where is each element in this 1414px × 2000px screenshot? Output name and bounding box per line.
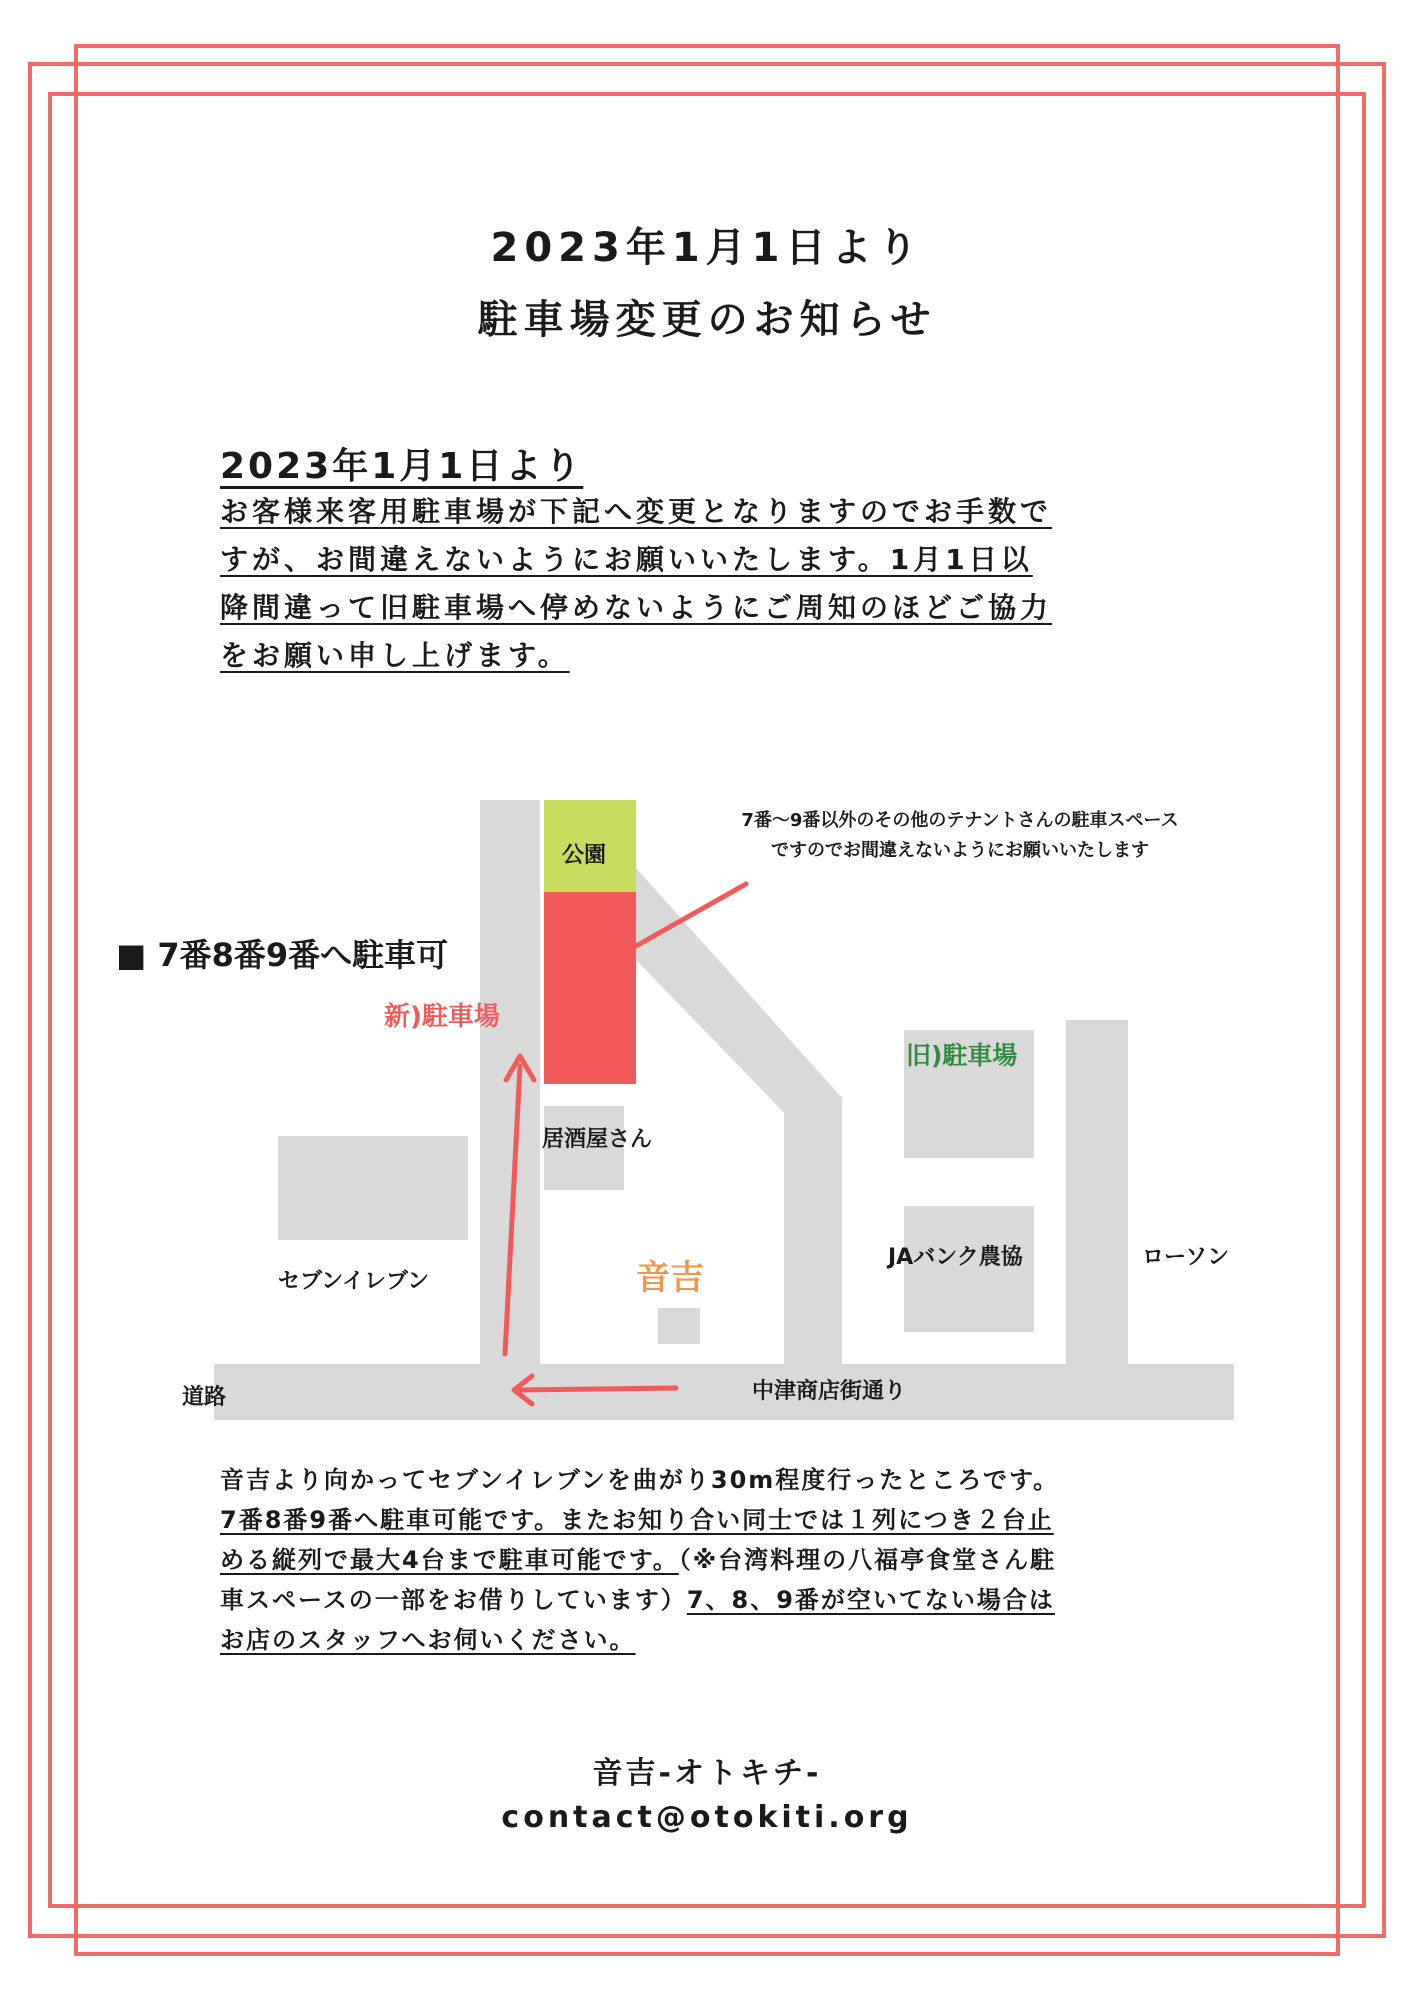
old-parking-label: 旧)駐車場 [906, 1041, 1018, 1070]
footer-name: 音吉-オトキチ- [592, 1756, 822, 1791]
izakaya-label: 居酒屋さん [542, 1127, 653, 1152]
shopping-street-label: 中津商店街通り [752, 1379, 907, 1404]
directions-line: 7、8、9番が空いてない場合は [686, 1586, 1055, 1614]
notice-line: をお願い申し上げます。 [220, 639, 570, 672]
notice-line: お客様来客用駐車場が下記へ変更となりますのでお手数で [220, 495, 1053, 528]
parking-legend: ■ 7番8番9番へ駐車可 [116, 936, 449, 974]
directions-line: 車スペースの一部をお借りしています） [220, 1586, 687, 1614]
directions [220, 1460, 1220, 1660]
park-label: 公園 [562, 843, 607, 868]
notice-heading: 2023年1月1日より [220, 446, 584, 487]
directions-line: 7番8番9番へ駐車可能です。またお知り合い同士では１列につき２台止 [220, 1506, 1054, 1534]
page-title-line2: 駐車場変更のお知らせ [477, 297, 937, 343]
directions-line: 音吉より向かってセブンイレブンを曲がり30m程度行ったところです。 [220, 1466, 1060, 1494]
other-tenants-note-line: ですのでお間違えないようにお願いいたします [771, 840, 1149, 861]
notice-line: 降間違って旧駐車場へ停めないようにご周知のほどご協力 [220, 591, 1053, 624]
footer-email[interactable]: contact@otokiti.org [501, 1800, 913, 1835]
other-tenants-note [680, 806, 1240, 866]
page-title-line1: 2023年1月1日より [490, 225, 924, 271]
new-parking-label: 新)駐車場 [384, 1002, 500, 1032]
directions-line: める縦列で最大4台まで駐車可能です。 [220, 1546, 679, 1574]
notice-line: すが、お間違えないようにお願いいたします。1月1日以 [220, 543, 1033, 576]
seven-eleven-label: セブンイレブン [278, 1269, 430, 1294]
otokichi-label: 音吉 [636, 1258, 704, 1298]
other-tenants-note-line: 7番〜9番以外のその他のテナントさんの駐車スペース [741, 810, 1179, 831]
road-label: 道路 [182, 1385, 227, 1410]
ja-bank-label: JAバンク農協 [888, 1245, 1023, 1270]
directions-line: お店のスタッフへお伺いください。 [220, 1626, 636, 1654]
lawson-label: ローソン [1142, 1245, 1230, 1270]
directions-line: （※台湾料理の八福亭食堂さん駐 [678, 1546, 1057, 1574]
